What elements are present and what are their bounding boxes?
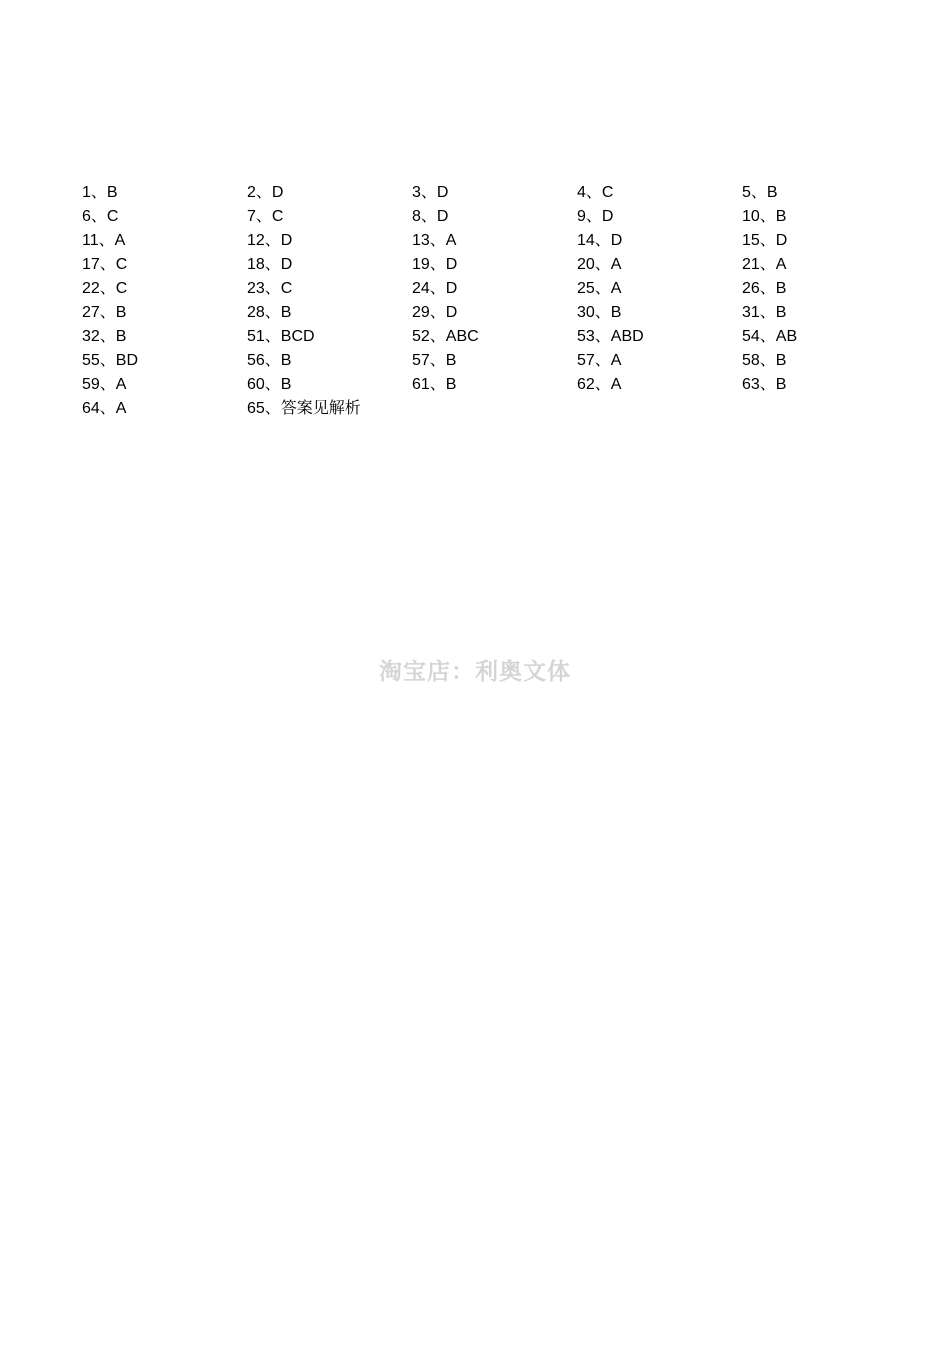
answer-item: 61、B (412, 376, 457, 393)
answer-item: 24、D (412, 280, 458, 297)
answer-item: 63、B (742, 376, 787, 393)
answer-item: 57、B (412, 352, 457, 369)
answer-item: 11、A (82, 232, 126, 249)
answer-item: 20、A (577, 256, 622, 273)
answer-item: 51、BCD (247, 328, 315, 345)
answer-item: 64、A (82, 400, 127, 417)
answer-item: 55、BD (82, 352, 139, 369)
answer-item: 60、B (247, 376, 292, 393)
answer-item: 13、A (412, 232, 457, 249)
answer-item: 32、B (82, 328, 127, 345)
answer-key-grid (82, 182, 882, 422)
answer-item: 30、B (577, 304, 622, 321)
answer-item: 17、C (82, 256, 128, 273)
answer-item: 19、D (412, 256, 458, 273)
answer-item: 18、D (247, 256, 293, 273)
answer-item: 26、B (742, 280, 787, 297)
answer-item: 59、A (82, 376, 127, 393)
answer-item: 9、D (577, 208, 614, 225)
answer-item: 58、B (742, 352, 787, 369)
answer-item: 10、B (742, 208, 787, 225)
answer-item: 1、B (82, 184, 118, 201)
answer-item: 25、A (577, 280, 622, 297)
answer-item: 15、D (742, 232, 788, 249)
answer-item: 3、D (412, 184, 449, 201)
answer-item: 27、B (82, 304, 127, 321)
answer-item: 56、B (247, 352, 292, 369)
answer-item: 54、AB (742, 328, 798, 345)
answer-item: 6、C (82, 208, 119, 225)
answer-item: 4、C (577, 184, 614, 201)
answer-item: 31、B (742, 304, 787, 321)
answer-item: 12、D (247, 232, 293, 249)
answer-item: 22、C (82, 280, 128, 297)
answer-item: 65、答案见解析 (247, 400, 361, 417)
answer-item: 2、D (247, 184, 284, 201)
answer-item: 29、D (412, 304, 458, 321)
answer-item: 23、C (247, 280, 293, 297)
answer-item: 14、D (577, 232, 623, 249)
answer-item: 21、A (742, 256, 787, 273)
answer-item: 57、A (577, 352, 622, 369)
answer-item: 53、ABD (577, 328, 644, 345)
answer-item: 5、B (742, 184, 778, 201)
answer-item: 28、B (247, 304, 292, 321)
answer-item: 62、A (577, 376, 622, 393)
shop-watermark: 淘宝店：利奥文体 (379, 658, 571, 685)
answer-item: 52、ABC (412, 328, 479, 345)
answer-item: 7、C (247, 208, 284, 225)
answer-item: 8、D (412, 208, 449, 225)
